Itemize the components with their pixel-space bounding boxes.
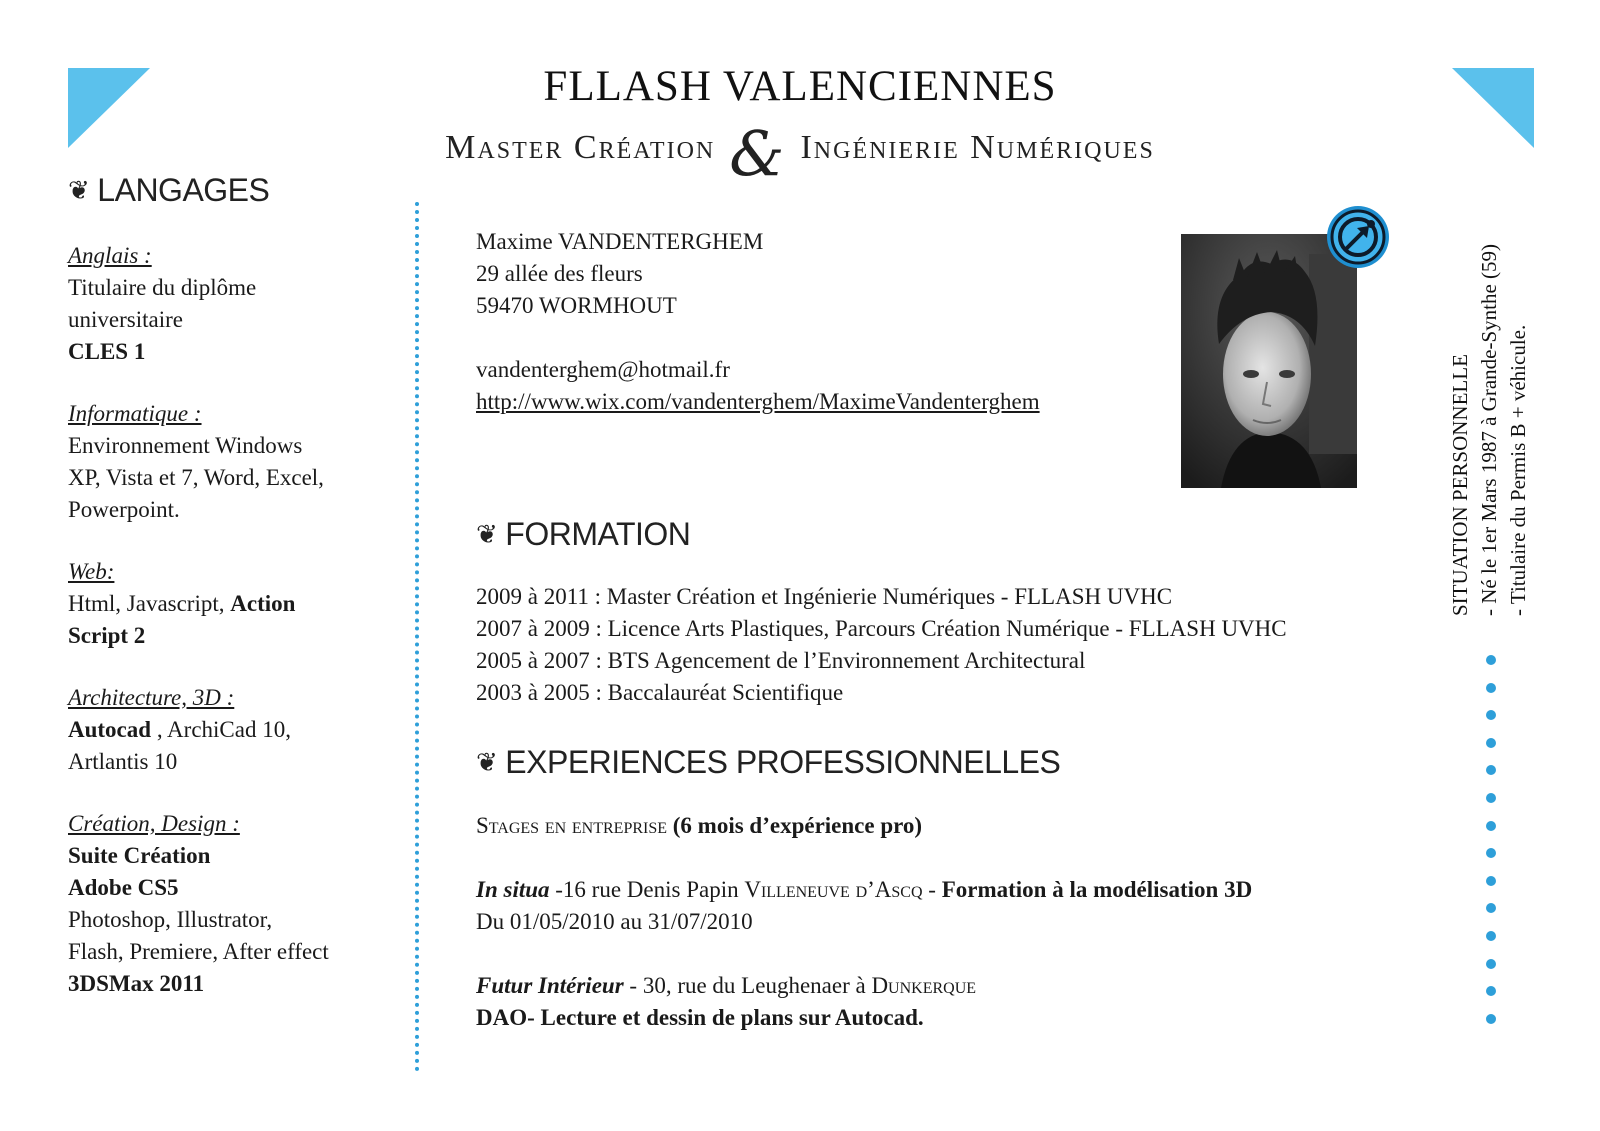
school-logo-icon xyxy=(1325,204,1391,270)
skill-text: Adobe CS5 xyxy=(68,875,179,900)
skill-text: Suite Création xyxy=(68,843,211,868)
skill-text: XP, Vista et 7, Word, Excel, xyxy=(68,465,324,490)
formation-item: 2003 à 2005 : Baccalauréat Scientifique xyxy=(476,680,844,705)
skill-text: Photoshop, Illustrator, xyxy=(68,907,273,932)
contact-street: 29 allée des fleurs xyxy=(476,261,643,286)
contact-email[interactable]: vandenterghem@hotmail.fr xyxy=(476,357,730,382)
skill-text: Script 2 xyxy=(68,623,146,648)
situation-personnelle xyxy=(1446,196,1533,616)
fleuron-icon: ❦ xyxy=(476,519,498,550)
skill-category-web: Web: xyxy=(68,559,115,584)
skill-category-anglais: Anglais : xyxy=(68,243,152,268)
contact-block xyxy=(476,226,1040,418)
fleuron-icon: ❦ xyxy=(476,747,498,778)
skill-text: 3DSMax 2011 xyxy=(68,971,205,996)
skill-text: Flash, Premiere, After effect xyxy=(68,939,329,964)
section-heading-langages: ❦ LANGAGES xyxy=(68,172,270,208)
situation-heading: SITUATION PERSONNELLE xyxy=(1448,354,1472,616)
situation-line: - Titulaire du Permis B + véhicule. xyxy=(1506,324,1530,616)
formation-item: 2009 à 2011 : Master Création et Ingénierie Numériques - FLLASH UVHC xyxy=(476,584,1173,609)
experience-dates: Du 01/05/2010 au 31/07/2010 xyxy=(476,909,753,934)
contact-city: 59470 WORMHOUT xyxy=(476,293,677,318)
ampersand-ornament: & xyxy=(729,117,787,190)
formation-list xyxy=(476,581,1287,709)
skill-text: Environnement Windows xyxy=(68,433,303,458)
skill-text: Titulaire du diplôme xyxy=(68,275,257,300)
experience-item: Futur Intérieur - 30, rue du Leughenaer à Dunkerque xyxy=(476,973,977,998)
stages-line: Stages en entreprise (6 mois d’expérience pro) xyxy=(476,813,923,838)
section-heading-experiences: ❦ EXPERIENCES PROFESSIONNELLES xyxy=(476,744,1061,780)
right-dotted-divider xyxy=(1486,655,1496,1024)
situation-line: - Né le 1er Mars 1987 à Grande-Synthe (59) xyxy=(1477,243,1501,616)
skill-text: universitaire xyxy=(68,307,183,332)
page-title: FLLASH VALENCIENNES xyxy=(543,63,1057,110)
fleuron-icon: ❦ xyxy=(68,175,90,206)
portrait-photo xyxy=(1181,234,1357,488)
skill-category-architecture: Architecture, 3D : xyxy=(68,685,235,710)
skill-text: CLES 1 xyxy=(68,339,146,364)
experience-list xyxy=(476,810,1406,1034)
formation-item: 2007 à 2009 : Licence Arts Plastiques, Parcours Création Numérique - FLLASH UVHC xyxy=(476,616,1287,641)
skill-text: Powerpoint. xyxy=(68,497,180,522)
vertical-dotted-divider xyxy=(415,202,419,1072)
skill-text: Html, Javascript, Action xyxy=(68,591,296,616)
portfolio-link[interactable]: http://www.wix.com/vandenterghem/MaximeVandenterghem xyxy=(476,389,1040,414)
skill-text: Artlantis 10 xyxy=(68,749,178,774)
contact-name: Maxime VANDENTERGHEM xyxy=(476,229,764,254)
subtitle-left: Master Création xyxy=(445,129,716,166)
skill-text: Autocad , ArchiCad 10, xyxy=(68,717,291,742)
skill-category-creation: Création, Design : xyxy=(68,811,240,836)
skill-category-informatique: Informatique : xyxy=(68,401,202,426)
skills-column xyxy=(68,240,368,1000)
subtitle-right: Ingénierie Numériques xyxy=(800,129,1155,166)
experience-title: DAO- Lecture et dessin de plans sur Autocad. xyxy=(476,1005,924,1030)
experience-item: In situa -16 rue Denis Papin Villeneuve d’Ascq - Formation à la modélisation 3D xyxy=(476,877,1253,902)
section-heading-formation: ❦ FORMATION xyxy=(476,516,691,552)
formation-item: 2005 à 2007 : BTS Agencement de l’Environnement Architectural xyxy=(476,648,1086,673)
